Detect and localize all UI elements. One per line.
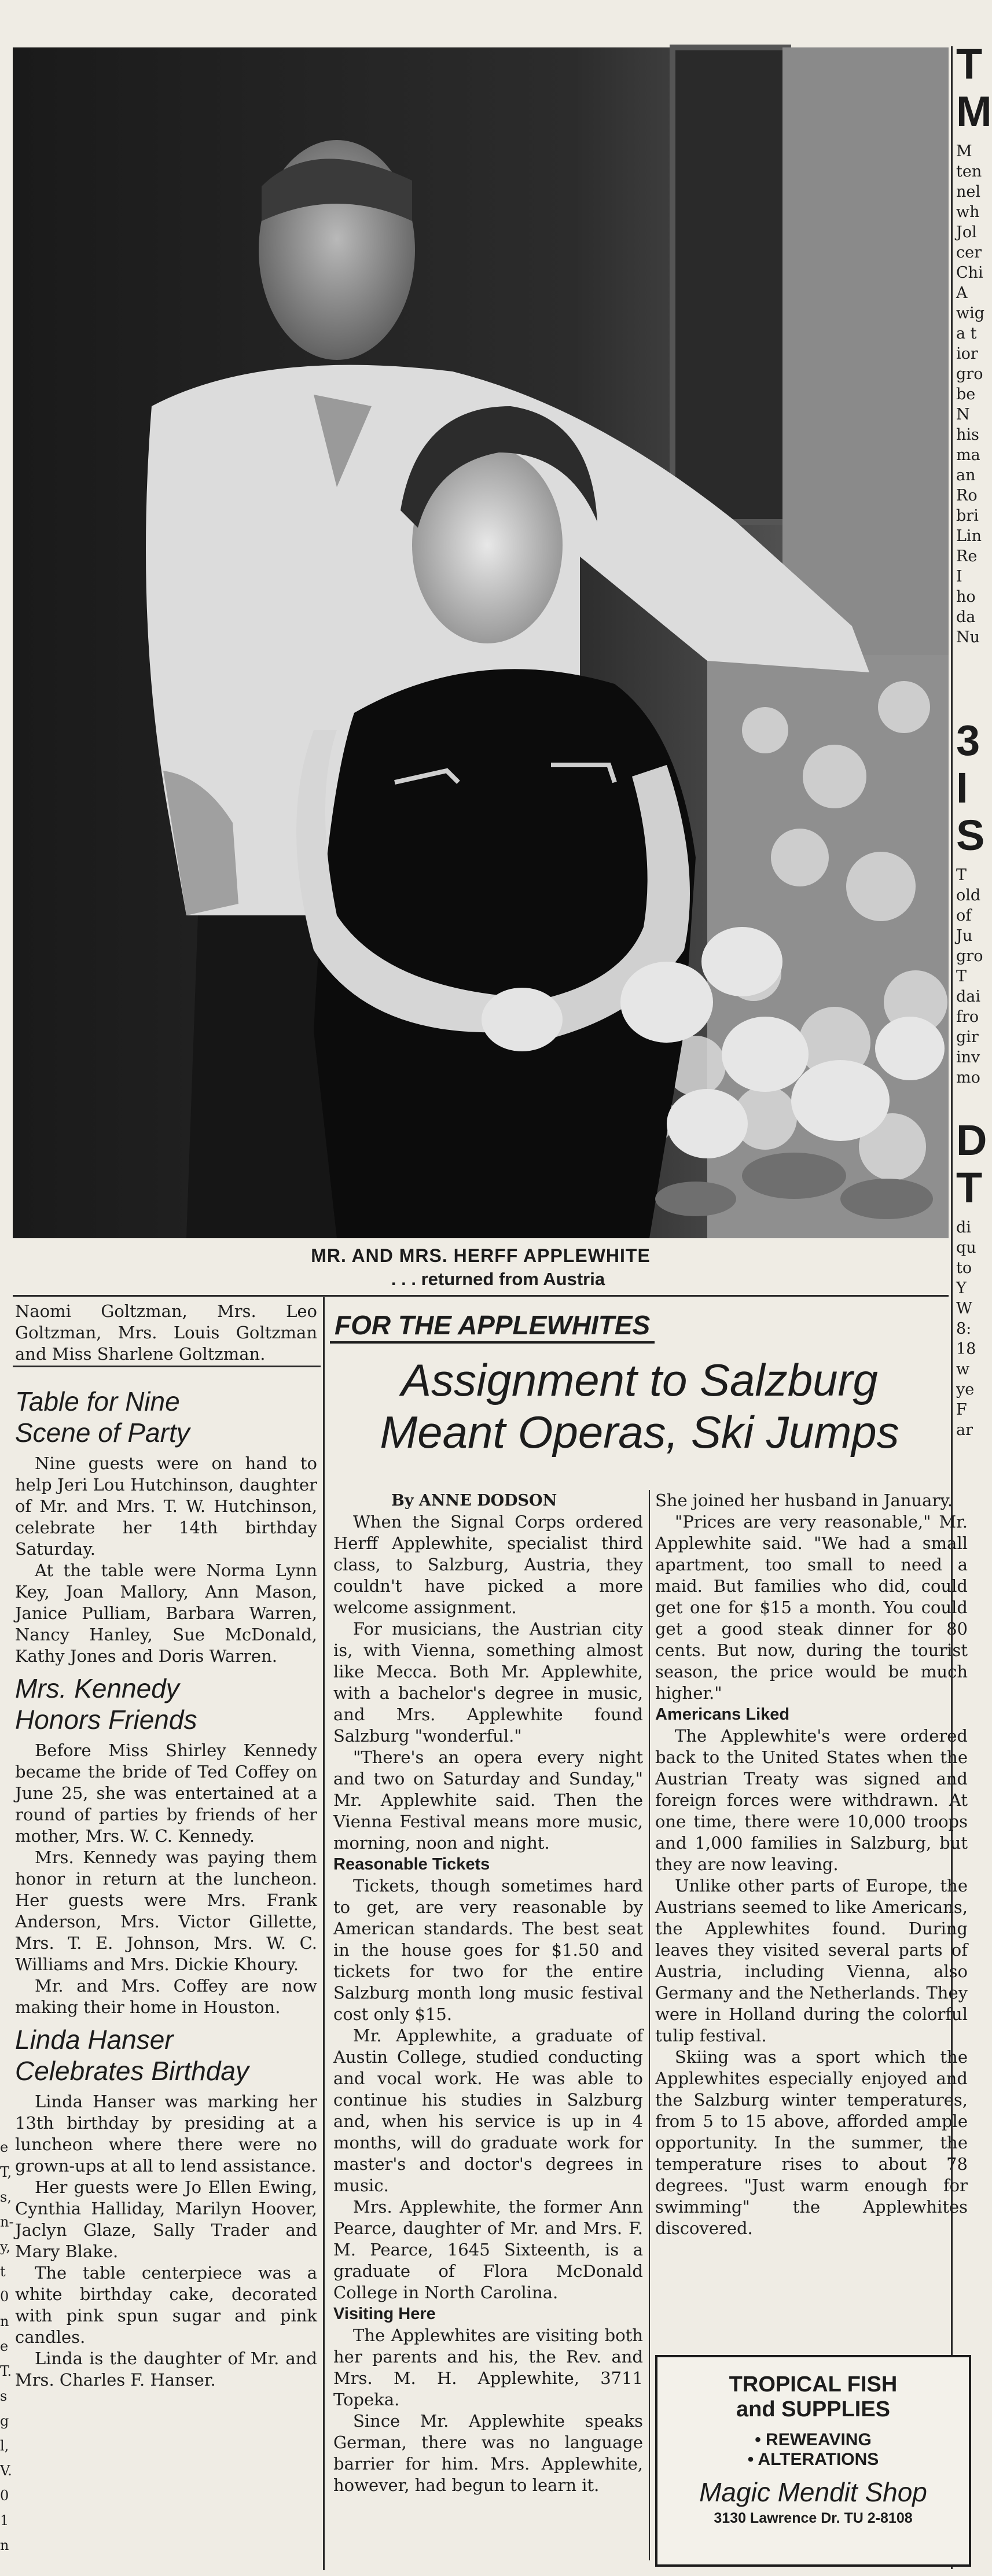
story-paragraph: She joined her husband in January.	[655, 1491, 953, 1510]
main-headline: Assignment to Salzburg Meant Operas, Ski Jumps	[380, 1355, 899, 1458]
edge-text-fragment: wig	[956, 304, 985, 322]
caption-rule	[13, 1295, 949, 1297]
edge-text-fragment: bri	[956, 507, 979, 525]
story-paragraph: The Applewhites are visiting both her parents and his, the Rev. and Mrs. M. H. Applewhite, 3711 Topeka.	[333, 2325, 643, 2409]
story-paragraph: For musicians, the Austrian city is, with Vienna, something almost like Mecca. Both Mr. Applewhite, with a bachelor's degree in music, and Mrs. Applewhite found Salzburg "wonderful."	[333, 1619, 643, 1746]
story-paragraph: Since Mr. Applewhite speaks German, there was no language barrier for him. Mrs. Applewhite, however, had begun to learn it.	[333, 2411, 643, 2495]
story2-paragraph: Before Miss Shirley Kennedy became the bride of Ted Coffey on June 25, she was entertained at a round of parties by friends of her mother, Mrs. W. C. Kennedy.	[15, 1740, 317, 1846]
edge-text-fragment: w	[956, 1360, 970, 1378]
ad-line-reweaving: • REWEAVING	[755, 2430, 872, 2449]
story-paragraph: Mrs. Applewhite, the former Ann Pearce, daughter of Mr. and Mrs. F. M. Pearce, 1645 Sixteenth, is a graduate of Flora McDonald College in North Carolina.	[333, 2197, 643, 2302]
edge-text-fragment: di	[956, 1219, 971, 1237]
edge-text-fragment: Ro	[956, 487, 978, 505]
edge-text-fragment: be	[956, 385, 976, 403]
edge-text-fragment: dai	[956, 988, 981, 1006]
edge-text-fragment: Y	[956, 1279, 967, 1297]
caption-subtitle: . . . returned from Austria	[391, 1269, 605, 1289]
edge-text-fragment: of	[956, 907, 972, 925]
edge-text-fragment: 8:	[956, 1320, 972, 1338]
edge-headline-fragment: T	[956, 1164, 983, 1212]
column-rule-left	[323, 1297, 325, 2570]
edge-text-fragment: Lin	[956, 527, 982, 545]
subhead: Visiting Here	[333, 2305, 436, 2323]
main-story-header	[330, 1309, 949, 1458]
subhead: Reasonable Tickets	[333, 1855, 490, 1874]
subhead: Americans Liked	[655, 1705, 790, 1724]
edge-text-fragment: gro	[956, 947, 983, 965]
edge-text-fragment: inv	[956, 1048, 980, 1066]
edge-text-fragment: gro	[956, 365, 983, 383]
edge-text-fragment: nel	[956, 183, 981, 201]
edge-text-fragment: W	[956, 1300, 972, 1318]
divider	[13, 1366, 321, 1367]
edge-text-fragment: ten	[956, 163, 982, 181]
edge-text-fragment: M	[956, 142, 972, 160]
edge-text-fragment: da	[956, 608, 976, 626]
edge-headline-fragment: D	[956, 1116, 987, 1164]
story1-paragraph: At the table were Norma Lynn Key, Joan Mallory, Ann Mason, Janice Pulliam, Barbara Warren, Nancy Hanley, Sue McDonald, Kathy Jones and Doris Warren.	[15, 1561, 317, 1666]
edge-text-fragment: T	[956, 967, 967, 985]
column-rule-main	[649, 1490, 650, 2560]
story2-paragraph: Mr. and Mrs. Coffey are now making their home in Houston.	[15, 1976, 317, 2017]
edge-text-fragment: fro	[956, 1008, 979, 1026]
edge-headline-fragment: T	[956, 40, 983, 88]
ad-line-supplies: and SUPPLIES	[736, 2397, 891, 2422]
edge-text-fragment: ho	[956, 588, 976, 606]
edge-text-fragment: his	[956, 426, 979, 444]
edge-text-fragment: ior	[956, 345, 978, 363]
story-paragraph: Tickets, though sometimes hard to get, are very reasonable by American standards. The best seat in the house goes for $1.50 and tickets for two for the entire Salzburg month long music festival cost only $15.	[333, 1876, 643, 2024]
headline-table-for-nine: Table for Nine Scene of Party	[15, 1386, 190, 1448]
edge-text-fragment: old	[956, 886, 981, 904]
edge-text-fragment: Jol	[956, 223, 977, 241]
edge-text-fragment: F	[956, 1401, 967, 1419]
ad-address: 3130 Lawrence Dr. TU 2-8108	[714, 2510, 913, 2526]
edge-text-fragment: N	[956, 406, 970, 424]
edge-headline-fragment: S	[956, 811, 985, 859]
photo-caption	[13, 1238, 949, 1296]
edge-text-fragment: mo	[956, 1069, 980, 1087]
edge-text-fragment: Chi	[956, 264, 983, 282]
kicker: FOR THE APPLEWHITES	[330, 1309, 655, 1344]
left-column	[15, 1301, 317, 2391]
edge-text-fragment: Re	[956, 547, 978, 565]
caption-names: MR. AND MRS. HERFF APPLEWHITE	[311, 1245, 651, 1266]
edge-headline-fragment: M	[956, 87, 992, 135]
edge-text-fragment: to	[956, 1259, 972, 1277]
carryover-paragraph: Naomi Goltzman, Mrs. Leo Goltzman, Mrs. Louis Goltzman and Miss Sharlene Goltzman.	[15, 1301, 317, 1364]
edge-text-fragment: 18	[956, 1340, 976, 1358]
edge-text-fragment: a t	[956, 325, 977, 343]
story-paragraph: Skiing was a sport which the Applewhites especially enjoyed and the Salzburg winter temperatures, from 5 to 15 above, afforded ample opportunity. In the summer, the temperature rises to about 78 degrees. "Just warm enough for swimming" the Applewhites discovered.	[655, 2047, 968, 2238]
ad-shop-name: Magic Mendit Shop	[699, 2477, 927, 2507]
story-paragraph: "Prices are very reasonable," Mr. Applewhite said. "We had a small apartment, too small to need a maid. But families who did, could get one for $15 a month. You could get a good steak dinner for 80 cents. But now, during the tourist season, the price would be much higher."	[655, 1512, 968, 1703]
headline-linda-hanser: Linda Hanser Celebrates Birthday	[15, 2025, 249, 2086]
main-story-column-1	[333, 1490, 643, 2496]
edge-text-fragment: ma	[956, 446, 980, 464]
story-paragraph: Mr. Applewhite, a graduate of Austin College, studied conducting and vocal work. He was able to continue his studies in Salzburg and, when his service is up in 4 months, will do graduate work for master's and doctor's degrees in music.	[333, 2026, 643, 2195]
story2-paragraph: Mrs. Kennedy was paying them honor in return at the luncheon. Her guests were Mrs. Frank Anderson, Mrs. Victor Gillette, Mrs. T. E. Johnson, Mrs. W. C. Williams and Mrs. Dickie Khoury.	[15, 1848, 317, 1974]
photograph	[13, 47, 949, 1238]
story-paragraph: "There's an opera every night and two on Saturday and Sunday," Mr. Applewhite said. Then the Vienna Festival means more music, morning, noon and night.	[333, 1747, 643, 1853]
story3-paragraph: Linda Hanser was marking her 13th birthday by presiding at a luncheon where there were no grown-ups at all to lend assistance.	[15, 2092, 317, 2176]
ad-line-tropical-fish: TROPICAL FISH	[729, 2372, 898, 2397]
edge-headline-fragment: 3	[956, 716, 980, 764]
main-story-column-2	[655, 1490, 968, 2239]
edge-text-fragment: A	[956, 284, 968, 302]
byline: By ANNE DODSON	[391, 1492, 557, 1510]
left-edge-fragments: e T, s, n- y, t 0 n e T. s g l, V. 0 1 n	[0, 2139, 14, 2553]
story3-paragraph: The table centerpiece was a white birthday cake, decorated with pink spun sugar and pink candles.	[15, 2263, 317, 2347]
story3-paragraph: Linda is the daughter of Mr. and Mrs. Charles F. Hanser.	[15, 2349, 317, 2390]
edge-text-fragment: Nu	[956, 628, 980, 646]
story-paragraph: Unlike other parts of Europe, the Austrians seemed to like Americans, the Applewhites found. During leaves they visited several parts of Austria, including Vienna, also Germany and the Netherlands. They were in Holland during the colorful tulip festival.	[655, 1876, 968, 2045]
edge-text-fragment: wh	[956, 203, 980, 221]
edge-headline-fragment: I	[956, 764, 968, 812]
edge-text-fragment: cer	[956, 244, 982, 262]
ad-line-alterations: • ALTERATIONS	[747, 2450, 879, 2469]
edge-text-fragment: ar	[956, 1421, 973, 1439]
edge-text-fragment: T	[956, 866, 967, 884]
story-paragraph: The Applewhite's were ordered back to the United States when the Austrian Treaty was signed and foreign forces were withdrawn. At one time, there were 10,000 troops and 1,000 families in Salzburg, but they are now leaving.	[655, 1726, 968, 1874]
story-paragraph: When the Signal Corps ordered Herff Applewhite, specialist third class, to Salzburg, Austria, they couldn't have picked a more welcome assignment.	[333, 1512, 643, 1617]
right-edge-fragments	[956, 40, 992, 1440]
edge-text-fragment: an	[956, 466, 976, 484]
headline-mrs-kennedy: Mrs. Kennedy Honors Friends	[15, 1673, 197, 1735]
story1-paragraph: Nine guests were on hand to help Jeri Lou Hutchinson, daughter of Mr. and Mrs. T. W. Hutchinson, celebrate her 14th birthday Saturday.	[15, 1453, 317, 1559]
edge-text-fragment: ye	[956, 1381, 975, 1399]
edge-text-fragment: qu	[956, 1239, 976, 1257]
edge-text-fragment: I	[956, 568, 962, 586]
edge-text-fragment: Ju	[956, 927, 973, 945]
story3-paragraph: Her guests were Jo Ellen Ewing, Cynthia Halliday, Marilyn Hoover, Jaclyn Glaze, Sally Trader and Mary Blake.	[15, 2177, 317, 2261]
edge-text-fragment: gir	[956, 1028, 979, 1046]
advertisement-magic-mendit-shop	[655, 2355, 971, 2567]
